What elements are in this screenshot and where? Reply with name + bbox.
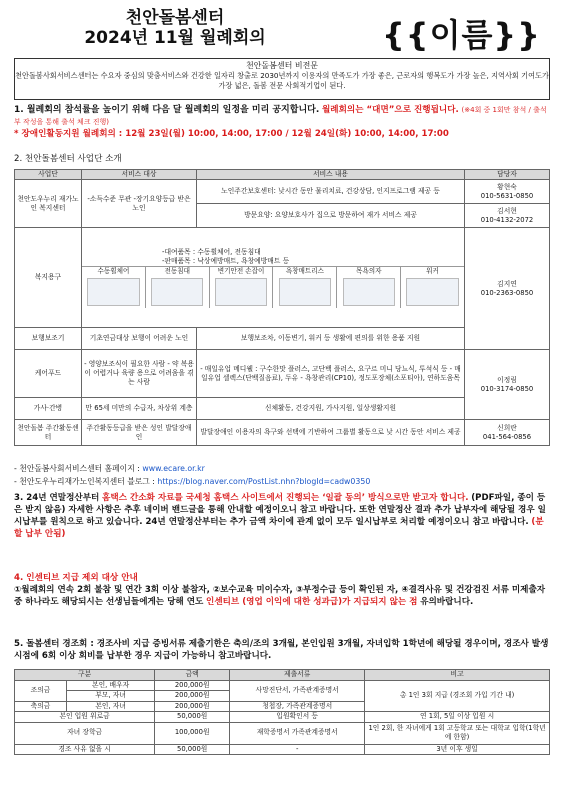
service-desc: 신체활동, 건강지원, 가사지원, 일상생활지원 [197,398,465,420]
unit-target: 기초연금대상 보행이 어려운 노인 [82,328,197,350]
unit-name: 복지용구 [15,228,82,328]
product-item: 욕창매트리스 [273,267,337,308]
unit-target: 만 65세 미만의 수급자, 차상위 계층 [82,398,197,420]
vision-box [14,58,550,100]
col-header: 금액 [155,670,230,681]
staff-cell: 이정림 010-3174-0850 [465,350,550,420]
unit-name: 케어푸드 [15,350,82,398]
section-3 [14,492,550,540]
staff-cell: 신희란 041-564-0856 [465,420,550,446]
table-header-row [15,170,550,180]
homepage-row: - 천안돌봄사회서비스센터 홈페이지 : www.ecare.or.kr [14,464,205,473]
section-3-body: (PDF파일, 종이 등은 받지 않음) 자세한 사항은 추후 네이버 밴드글을 통해 안내할 예정이오니 참고 바랍니다. 또한 연말정산 결과 추가 납부자에 해당될 경우 일시납부를 원칙으로 하고 있습니다. 24년 연말정산부터는 추가 금액 차이에 관계 없이 모두 일시납부로 처리할 예정이오니 참고 바랍니다. [14,493,546,527]
section-4 [14,572,550,608]
section-4-end: 유의바랍니다. [420,597,474,607]
page-header [40,8,310,48]
center-title: 천안돌봄센터 [125,8,225,28]
table-row [15,350,550,398]
service-desc: 보행보조차, 이동변기, 워커 등 생활에 편의를 위한 용품 지원 [197,328,465,350]
mattress-image [279,278,331,306]
section-5-text: 5. 돌봄센터 경조회 : 경조사비 지급 증빙서류 제출기한은 축의/조의 3개월, 본인입원 3개월, 자녀입학 1학년에 해당될 경우이며, 경조사 발생시점에 6회 이상 회비를 납부한 경우 지급이 가능하니 참고바랍니다. [14,639,549,661]
unit-target: 주간활동등급을 받은 성인 발달장애인 [82,420,197,446]
blog-row: - 천안도우누리재가노인복지센터 블로그 : https://blog.naver.com/PostList.nhn?blogId=cadw0350 [14,477,371,486]
section-4-red: 인센티브 (영업 이익에 대한 성과급)가 지급되지 않는 점 [206,597,418,607]
col-header: 구분 [15,670,155,681]
vision-title: 천안돌봄센터 비전문 [245,61,319,70]
product-item: 목욕의자 [337,267,401,308]
service-desc: - 매일유업 메디웰 : 구수한맛 플러스, 고단백 플러스, 요구르 미니 당뇨식, 투석식 등 - 매일유업 셀렉스(단백질음료), 두유 - 욕창관리(CP10), 정도포장체(소포티아), 연하도움목 [197,350,465,398]
unit-target: - 영양보조식이 필요한 사람 - 약 복용이 어렵거나 육량 용으로 어려움을 겪는 사람 [82,350,197,398]
service-table [14,169,550,446]
product-grid [82,266,464,308]
section-2-heading: 2. 천안돌봄센터 사업단 소개 [14,154,122,164]
product-item: 전동침대 [146,267,210,308]
section-1-schedule: * 장애인활동지원 월례회의 : 12월 23일(월) 10:00, 14:00, 17:00 / 12월 24일(화) 10:00, 14:00, 17:00 [14,129,449,139]
bath-chair-image [343,278,395,306]
table-row: 자녀 장학금 100,000원 재학증명서 가족관계증명서 1인 2회, 한 자녀에게 1회 고등학교 또는 대학교 입학(1학년에 한함) [15,722,550,744]
staff-cell: 김서현 010-4132-2072 [465,204,550,228]
col-header: 서비스 대상 [82,170,197,180]
section-3-lead: 3. 24년 연말정산부터 [14,493,100,503]
unit-name: 보행보조기 [15,328,82,350]
unit-name: 가사·간병 [15,398,82,420]
equipment-cell [82,228,465,328]
product-item: 워커 [401,267,464,308]
section-1-note: (※4회 중 1회만 참석 / 출석부 작성을 통해 출석 체크 진행) [14,106,547,126]
wheelchair-image [87,278,139,306]
staff-cell: 김지연 010-2363-0850 [465,228,550,350]
walker-image [406,278,458,306]
table-row: 축의금 본인, 자녀 200,000원 청첩장, 가족관계증명서 [15,701,550,712]
table-row: 본인 입원 위로금 50,000원 입원확인서 등 연 1회, 5일 이상 입원 시 [15,712,550,723]
meeting-title: 2024년 11월 월례회의 [84,28,266,48]
toilet-handle-image [215,278,267,306]
table-row: 경조 사유 없을 시 50,000원 - 3년 이후 생일 [15,744,550,755]
service-desc: 노인주간보호센터: 낮시간 동안 물리치료, 건강상담, 인지프로그램 제공 등 [197,180,465,204]
blog-link[interactable]: https://blog.naver.com/PostList.nhn?blogId=cadw0350 [157,477,371,486]
section-3-red: 홈택스 간소화 자료를 국세청 홈택스 사이트에서 진행되는 ‘일괄 동의’ 방식으로만 받고자 합니다. [102,493,469,503]
table-row: 조의금 본인, 배우자 200,000원 사망진단서, 가족관계증명서 총 1인 3회 지급 (경조회 가입 기간 내) [15,680,550,691]
section-1-heading: 1. 월례회의 참석률을 높이기 위해 다음 달 월례회의 일정을 미리 공지합니다. [14,105,320,115]
col-header: 제출서류 [230,670,365,681]
table-row [15,420,550,446]
service-desc: 방문요양: 요양보호사가 집으로 방문하여 재가 서비스 제공 [197,204,465,228]
service-desc: 발달장애인 이용자의 욕구와 선택에 기반하여 그룹별 활동으로 낮 시간 동안 서비스 제공 [197,420,465,446]
section-3-red-end: (분할 납부 안됨) [14,517,544,539]
section-1-heading-red: 월례회의는 “대면”으로 진행됩니다. [322,105,459,115]
rent-items: -대여품목 : 수동휠체어, 전동침대 [162,247,261,256]
bed-image [151,278,203,306]
section-4-heading: 4. 인센티브 지급 제외 대상 안내 [14,573,138,583]
congratulation-table [14,669,550,755]
links-block [14,462,370,488]
table-row [15,228,550,328]
sale-items: -판매품목 : 낙상예방매트, 욕창예방매트 등 [162,256,290,265]
product-item: 수동휠체어 [82,267,146,308]
unit-name: 천안돌봄 주간활동센터 [15,420,82,446]
product-item: 변기안전 손잡이 [210,267,274,308]
section-1 [14,104,550,140]
unit-target: -소득수준 무관 -장기요양등급 받은 노인 [82,180,197,228]
staff-cell: 황현숙 010-5631-0850 [465,180,550,204]
name-placeholder: {{이름}} [382,16,541,54]
table-row [15,180,550,204]
col-header: 비고 [365,670,550,681]
col-header: 서비스 내용 [197,170,465,180]
table-header-row [15,670,550,681]
col-header: 담당자 [465,170,550,180]
vision-text: 천안돌봄사회서비스센터는 수요자 중심의 맞춤서비스와 건강한 일자리 창출로 2030년까지 이용자의 만족도가 가장 좋은, 근로자의 행복도가 가장 높은, 지역사회 기여도가 가장 넓은, 돌봄 전문 사회적기업이 된다. [15,71,549,90]
section-4-body: ①월례회의 연속 2회 불참 및 연간 3회 이상 불참자, ②보수교육 미이수자, ③부정수급 등이 확인된 자, ④결격사유 및 건강검진 서류 미제출자 중 하나라도 해당되시는 선생님들에게는 당해 연도 [14,585,546,607]
unit-name: 천안도우누리 재가노인 복지센터 [15,180,82,228]
col-header: 사업단 [15,170,82,180]
table-row: 부모, 자녀 200,000원 [15,691,550,702]
homepage-link[interactable]: www.ecare.or.kr [142,464,205,473]
